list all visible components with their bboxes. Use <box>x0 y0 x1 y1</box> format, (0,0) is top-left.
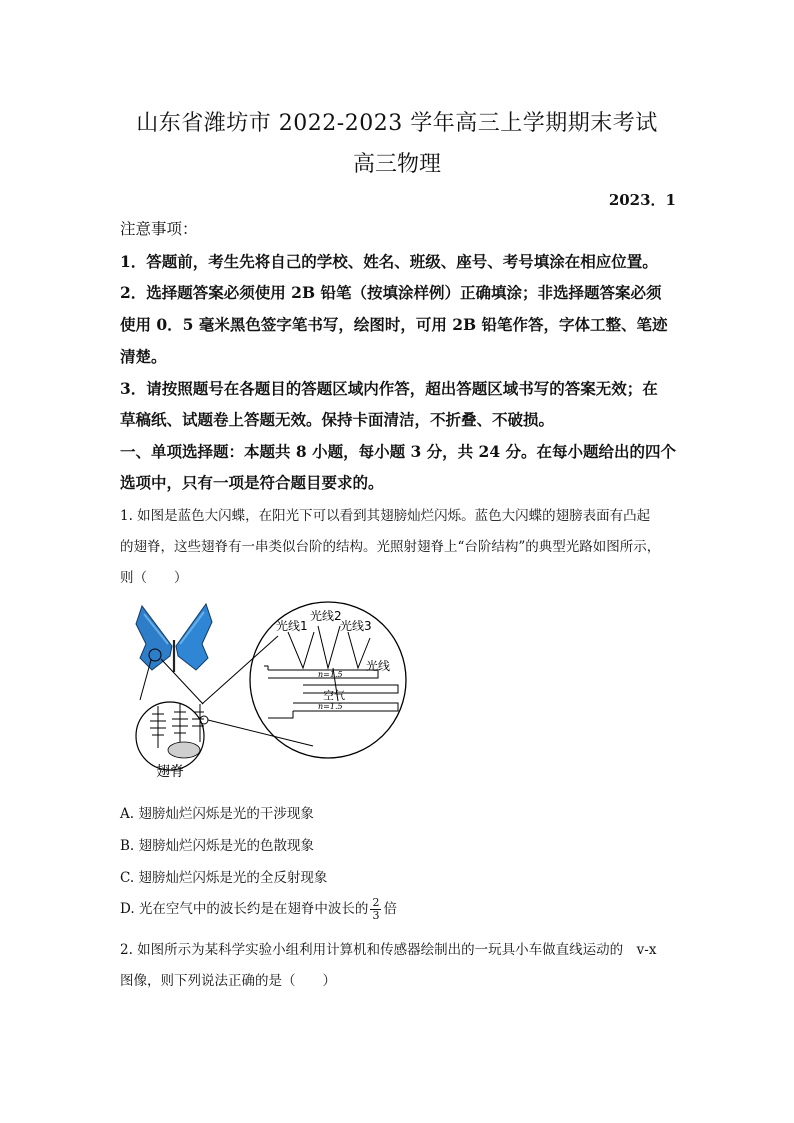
notice-item-1: 1．答题前，考生先将自己的学校、姓名、班级、座号、考号填涂在相应位置。 <box>120 252 658 271</box>
ray3-label: 光线3 <box>340 619 372 633</box>
notice-item-3-line2: 草稿纸、试题卷上答题无效。保持卡面清洁，不折叠、不破损。 <box>120 410 555 429</box>
page-title: 山东省潍坊市 2022-2023 学年高三上学期期末考试 <box>136 111 658 136</box>
q1-stem-line2: 的翅脊，这些翅脊有一串类似台阶的结构。光照射翅脊上“台阶结构”的典型光路如图所示， <box>120 539 661 555</box>
ray2-label: 光线2 <box>310 609 342 623</box>
ray-partial-label: 光线 <box>366 659 391 673</box>
fraction-denominator: 3 <box>372 909 380 922</box>
q1-option-d-prefix: D. 光在空气中的波长约是在翅脊中波长的 <box>120 901 369 917</box>
butterfly-light-path-diagram <box>128 596 408 786</box>
q1-option-a: A. 翅膀灿烂闪烁是光的干涉现象 <box>120 806 314 822</box>
n-top-label: n=1.5 <box>318 670 343 679</box>
page-subtitle: 高三物理 <box>352 152 441 177</box>
exam-date: 2023．1 <box>608 191 676 209</box>
q2-stem-line2: 图像，则下列说法正确的是（ ） <box>120 973 336 989</box>
notice-heading: 注意事项： <box>120 220 198 238</box>
section-heading-line1: 一、单项选择题：本题共 8 小题，每小题 3 分，共 24 分。在每小题给出的四个 <box>120 442 677 461</box>
q1-option-c: C. 翅膀灿烂闪烁是光的全反射现象 <box>120 870 328 886</box>
q1-option-b: B. 翅膀灿烂闪烁是光的色散现象 <box>120 838 315 854</box>
notice-item-2-line2: 使用 0．5 毫米黑色签字笔书写，绘图时，可用 2B 铅笔作答，字体工整、笔迹 <box>120 315 668 334</box>
n-bottom-label: n=1.5 <box>318 702 343 711</box>
ridge-label: 翅脊 <box>156 764 184 780</box>
air-label: 空气 <box>323 689 345 702</box>
q1-option-d-suffix: 倍 <box>383 901 397 917</box>
notice-item-3-line1: 3．请按照题号在各题目的答题区域内作答，超出答题区域书写的答案无效；在 <box>120 379 658 398</box>
fraction-numerator: 2 <box>372 896 380 909</box>
ridge-circle <box>136 702 204 770</box>
q1-stem-line1: 1. 如图是蓝色大闪蝶，在阳光下可以看到其翅膀灿烂闪烁。蓝色大闪蝶的翅膀表面有凸起 <box>120 508 651 524</box>
q1-figure <box>128 596 408 786</box>
q1-stem-line3: 则（ ） <box>120 570 188 586</box>
ridge-trees-icon <box>150 704 204 748</box>
magnified-circle <box>250 602 406 758</box>
notice-item-2-line3: 清楚。 <box>120 347 167 366</box>
q1-option-d <box>120 897 397 922</box>
notice-item-2-line1: 2．选择题答案必须使用 2B 铅笔（按填涂样例）正确填涂；非选择题答案必须 <box>120 283 662 302</box>
butterfly-icon <box>136 604 212 672</box>
ray1-label: 光线1 <box>276 619 308 633</box>
section-heading-line2: 选项中，只有一项是符合题目要求的。 <box>120 473 384 492</box>
q2-stem-line1: 2. 如图所示为某科学实验小组利用计算机和传感器绘制出的一玩具小车做直线运动的 v-x <box>120 942 657 958</box>
fraction <box>370 897 381 922</box>
